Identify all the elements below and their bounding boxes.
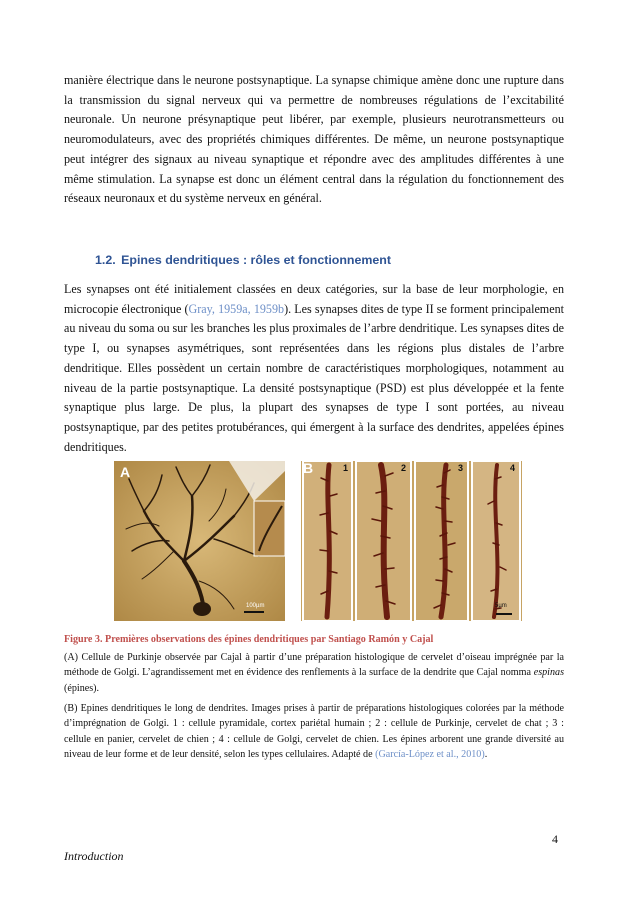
figure-caption-a — [64, 650, 564, 696]
panel-a-label: A — [120, 464, 131, 480]
body-paragraph-2 — [64, 280, 564, 457]
caption-a-text: (A) Cellule de Purkinje observée par Cajal à partir d’une préparation histologique de cervelet d’oiseau imprégnée par la méthode de Golgi. L’agrandissement met en évidence des renflements à la surface de la dendrite que Cajal nomma — [64, 652, 564, 679]
strip-number-3: 3 — [458, 463, 464, 473]
strip-number-1: 1 — [343, 463, 349, 473]
section-number: 1.2. — [95, 253, 116, 267]
caption-b-end: . — [484, 749, 488, 761]
paragraph-2-text-start: Les synapses ont été initialement classées en deux catégories, sur la base de leur morphologie, en microcopie électronique ( — [64, 282, 564, 316]
section-heading — [95, 253, 391, 267]
purkinje-cell-image — [114, 461, 285, 621]
scale-bar-b-label: 5µm — [495, 603, 507, 609]
figure-caption-title: Figure 3. Premières observations des épines dendritiques par Santiago Ramón y Cajal — [64, 634, 434, 645]
citation-garcia-lopez[interactable]: (García-López et al., 2010) — [375, 749, 485, 761]
section-title: Epines dendritiques : rôles et fonctionnement — [121, 253, 391, 267]
caption-a-term: espinas — [533, 667, 564, 679]
figure-caption-b — [64, 701, 564, 763]
figure-panel-b — [301, 461, 522, 621]
figure-panel-a — [114, 461, 285, 621]
panel-b-label: B — [303, 461, 314, 476]
strip-number-2: 2 — [401, 463, 407, 473]
citation-gray[interactable]: Gray, 1959a, 1959b — [188, 301, 285, 316]
page-number: 4 — [552, 832, 558, 846]
caption-a-text-end: (épines). — [64, 682, 100, 694]
scale-bar-a-label: 100µm — [246, 603, 265, 609]
strip-number-4: 4 — [510, 463, 516, 473]
body-paragraph-1: manière électrique dans le neurone postsynaptique. La synapse chimique amène donc une rupture dans la transmission du signal nerveux qui va permettre de nombreuses régulations de l’excitabilité neuronale. Un neurone présynaptique peut libérer, par exemple, plusieurs neurotransmetteurs ou neuromodulateurs, avec des propriétés chimiques différentes. De même, un neurone postsynaptique peut intégrer des signaux au niveau synaptique et répondre avec des amplitudes différentes à une même stimulation. La synapse est donc un élément central dans la régulation du fonctionnement des réseaux neuronaux et du système nerveux en général. — [64, 73, 564, 206]
caption-b-text: (B) Epines dendritiques le long de dendrites. Images prises à partir de préparations histologiques colorées par la méthode d’imprégnation de Golgi. 1 : cellule pyramidale, cortex pariétal humain ; 2 : cellule de Purkinje, cervelet de chat ; 3 : cellule en panier, cervelet de chien ; 4 : cellule de Golgi, cervelet de chien. Les épines arborent une grande diversité au niveau de leur forme et de leur densité, selon les types cellulaires. Adapté de — [64, 703, 564, 761]
dendrite-strips-image — [301, 461, 522, 621]
paragraph-2-text-end: ). Les synapses dites de type II se forment principalement au niveau du soma ou sur les branches les plus proximales de l’arbre dendritique. Les synapses dites de type I, ou synapses asymétriques, sont représentées dans les régions plus distales de l’arbre dendritique. Elles possèdent un certain nombre de caractéristiques morphologiques, notamment au niveau de la partie postsynaptique. La densité postsynaptique (PSD) est plus développée et la fente synaptique plus large. De plus, la plupart des synapses de type I sont portées, au niveau postsynaptique, par des petites protubérances, qui émergent à la surface des dendrites, appelées épines dendritiques. — [64, 301, 564, 454]
footer-chapter: Introduction — [64, 849, 124, 863]
